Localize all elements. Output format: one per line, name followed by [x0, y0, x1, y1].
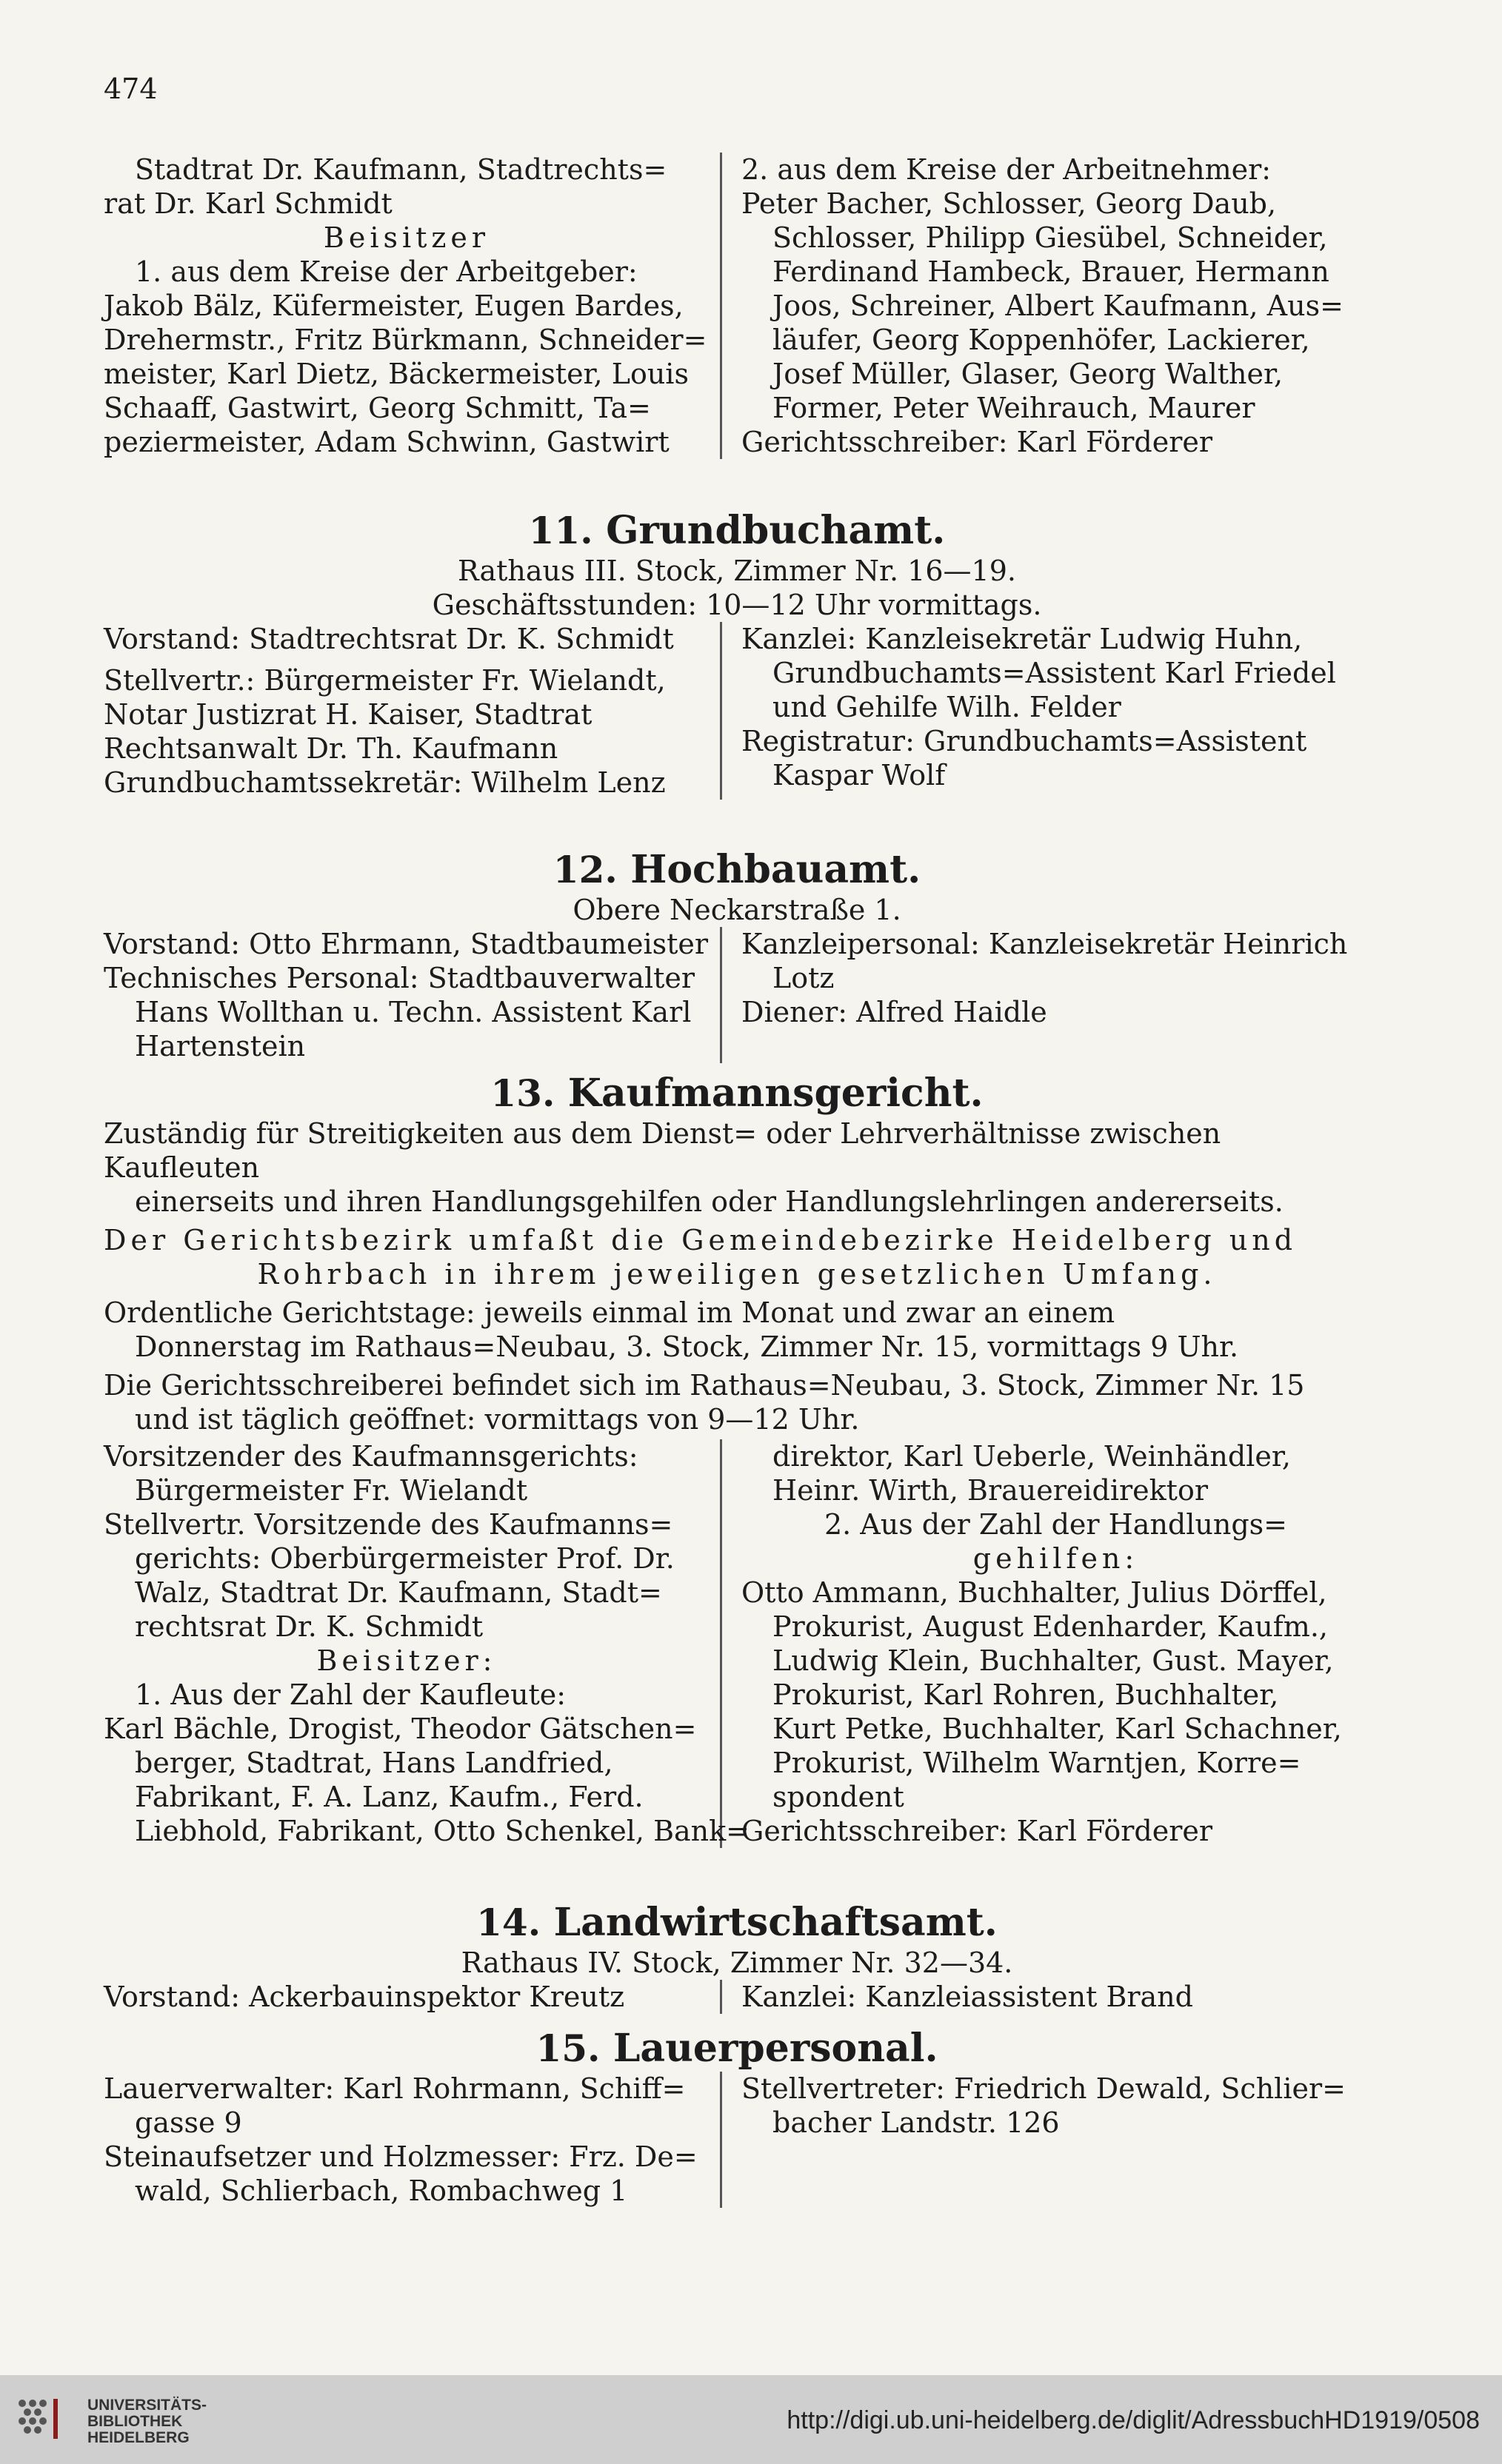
- text-line: Karl Bächle, Drogist, Theodor Gätschen=: [104, 1713, 697, 1745]
- paragraph-line: und ist täglich geöffnet: vormittags von 9—12 Uhr.: [135, 1403, 860, 1436]
- subheading: Beisitzer:: [316, 1644, 497, 1677]
- text-line: Gerichtsschreiber: Karl Förderer: [741, 1815, 1213, 1847]
- subheading: 2. Aus der Zahl der Handlungs=: [824, 1508, 1288, 1541]
- text-line: wald, Schlierbach, Rombachweg 1: [135, 2175, 628, 2207]
- text-line: Prokurist, Wilhelm Warntjen, Korre=: [772, 1747, 1301, 1779]
- paragraph-line: Die Gerichtsschreiberei befindet sich im Rathaus=Neubau, 3. Stock, Zimmer Nr. 15: [104, 1369, 1305, 1402]
- section-heading: [104, 2026, 1370, 2072]
- text-line: berger, Stadtrat, Hans Landfried,: [135, 1747, 613, 1779]
- s13-left-column: [104, 1439, 750, 1848]
- section-title: Kaufmannsgericht.: [567, 1071, 984, 1116]
- text-line: Steinaufsetzer und Holzmesser: Frz. De=: [104, 2140, 698, 2173]
- text-line: Technisches Personal: Stadtbauverwalter: [104, 962, 695, 994]
- section-title: Landwirtschaftsamt.: [553, 1900, 998, 1945]
- text-line: Hans Wollthan u. Techn. Assistent Karl: [135, 996, 692, 1028]
- text-line: Liebhold, Fabrikant, Otto Schenkel, Bank=: [135, 1815, 750, 1847]
- s15-right-column: [722, 2072, 1370, 2208]
- text-line: Stellvertreter: Friedrich Dewald, Schlier=: [741, 2072, 1346, 2105]
- text-line: Joos, Schreiner, Albert Kaufmann, Aus=: [772, 289, 1344, 322]
- text-line: Walz, Stadtrat Dr. Kaufmann, Stadt=: [135, 1576, 662, 1609]
- section-heading: [104, 508, 1370, 554]
- text-line: Kanzleipersonal: Kanzleisekretär Heinrich: [741, 928, 1348, 960]
- text-line: Stellvertr. Vorsitzende des Kaufmanns=: [104, 1508, 673, 1541]
- section-number: 11.: [528, 509, 593, 552]
- text-line: Former, Peter Weihrauch, Maurer: [772, 392, 1255, 424]
- text-line: Notar Justizrat H. Kaiser, Stadtrat: [104, 698, 593, 731]
- section-title: Grundbuchamt.: [606, 508, 946, 553]
- text-line: Drehermstr., Fritz Bürkmann, Schneider=: [104, 324, 707, 356]
- s14-right-column: [722, 1980, 1370, 2014]
- section-title: Hochbauamt.: [630, 847, 921, 892]
- section-address: Obere Neckarstraße 1.: [573, 894, 901, 926]
- text-line: bacher Landstr. 126: [772, 2106, 1060, 2139]
- library-name: [87, 2397, 207, 2446]
- text-line: Vorstand: Ackerbauinspektor Kreutz: [104, 1981, 625, 2013]
- library-name-line: UNIVERSITÄTS-: [87, 2397, 207, 2414]
- text-line: läufer, Georg Koppenhöfer, Lackierer,: [772, 324, 1310, 356]
- s11-right-column: [722, 622, 1370, 800]
- subheading: 1. aus dem Kreise der Arbeitgeber:: [135, 255, 638, 288]
- text-line: Heinr. Wirth, Brauereidirektor: [772, 1474, 1208, 1507]
- text-line: rat Dr. Karl Schmidt: [104, 187, 393, 220]
- paragraph: [104, 1368, 1370, 1436]
- text-line: Stadtrat Dr. Kaufmann, Stadtrechts=: [135, 153, 667, 186]
- section-heading: [104, 847, 1370, 893]
- subheading: gehilfen:: [972, 1542, 1139, 1575]
- text-line: direktor, Karl Ueberle, Weinhändler,: [772, 1440, 1291, 1473]
- text-line: Grundbuchamts=Assistent Karl Friedel: [772, 657, 1336, 689]
- text-line: Kurt Petke, Buchhalter, Karl Schachner,: [772, 1713, 1342, 1745]
- text-line: Kanzlei: Kanzleiassistent Brand: [741, 1981, 1193, 2013]
- text-line: Diener: Alfred Haidle: [741, 996, 1047, 1028]
- paragraph-line: Zuständig für Streitigkeiten aus dem Dienst= oder Lehrverhältnisse zwischen Kaufleuten: [104, 1117, 1221, 1184]
- section-number: 13.: [490, 1071, 555, 1115]
- s12-right-column: [722, 927, 1370, 1063]
- text-line: Otto Ammann, Buchhalter, Julius Dörffel,: [741, 1576, 1327, 1609]
- paragraph-line: Ordentliche Gerichtstage: jeweils einmal im Monat und zwar an einem: [104, 1296, 1115, 1329]
- text-line: Ludwig Klein, Buchhalter, Gust. Mayer,: [772, 1644, 1334, 1677]
- top-continuation: [104, 153, 1370, 459]
- text-line: Grundbuchamtssekretär: Wilhelm Lenz: [104, 766, 666, 799]
- text-line: Rechtsanwalt Dr. Th. Kaufmann: [104, 732, 558, 765]
- text-line: Vorstand: Stadtrechtsrat Dr. K. Schmidt: [104, 623, 674, 655]
- subheading: 1. Aus der Zahl der Kaufleute:: [135, 1678, 567, 1711]
- s11-left-column: [104, 622, 722, 800]
- paragraph: [104, 1116, 1370, 1219]
- text-line: Stellvertr.: Bürgermeister Fr. Wielandt,: [104, 664, 666, 697]
- section-address: Rathaus IV. Stock, Zimmer Nr. 32—34.: [461, 1946, 1013, 1979]
- text-line: Ferdinand Hambeck, Brauer, Hermann: [772, 255, 1329, 288]
- text-line: Lauerverwalter: Karl Rohrmann, Schiff=: [104, 2072, 686, 2105]
- text-line: Gerichtsschreiber: Karl Förderer: [741, 426, 1213, 458]
- text-line: Peter Bacher, Schlosser, Georg Daub,: [741, 187, 1277, 220]
- section-landwirtschaftsamt: [104, 1900, 1370, 2014]
- text-line: gerichts: Oberbürgermeister Prof. Dr.: [135, 1542, 675, 1575]
- section-heading: [104, 1071, 1370, 1116]
- paragraph-line: Donnerstag im Rathaus=Neubau, 3. Stock, Zimmer Nr. 15, vormittags 9 Uhr.: [135, 1330, 1239, 1363]
- text-line: Registratur: Grundbuchamts=Assistent: [741, 725, 1307, 757]
- subheading: 2. aus dem Kreise der Arbeitnehmer:: [741, 153, 1272, 186]
- text-line: Jakob Bälz, Küfermeister, Eugen Bardes,: [104, 289, 684, 322]
- section-hours: Geschäftsstunden: 10—12 Uhr vormittags.: [432, 589, 1042, 621]
- section-kaufmannsgericht: [104, 1071, 1370, 1848]
- subheading: Beisitzer: [323, 221, 490, 254]
- text-line: spondent: [772, 1781, 904, 1813]
- text-line: meister, Karl Dietz, Bäckermeister, Louis: [104, 358, 689, 390]
- page-number: 474: [104, 73, 158, 105]
- library-name-line: BIBLIOTHEK: [87, 2413, 183, 2430]
- text-line: Fabrikant, F. A. Lanz, Kaufm., Ferd.: [135, 1781, 644, 1813]
- text-line: Schaaff, Gastwirt, Georg Schmitt, Ta=: [104, 392, 651, 424]
- library-name-line: HEIDELBERG: [87, 2429, 190, 2446]
- text-line: Josef Müller, Glaser, Georg Walther,: [772, 358, 1284, 390]
- top-left-column: [104, 153, 722, 459]
- source-url-link[interactable]: http://digi.ub.uni-heidelberg.de/diglit/AdressbuchHD1919/0508: [787, 2406, 1480, 2434]
- top-right-column: [722, 153, 1370, 459]
- section-number: 15.: [535, 2026, 601, 2070]
- paragraph-line: einerseits und ihren Handlungsgehilfen oder Handlungslehrlingen andererseits.: [135, 1185, 1284, 1218]
- section-address: Rathaus III. Stock, Zimmer Nr. 16—19.: [458, 555, 1016, 587]
- text-line: Schlosser, Philipp Giesübel, Schneider,: [772, 221, 1328, 254]
- text-line: Bürgermeister Fr. Wielandt: [135, 1474, 528, 1507]
- footer-bar: [0, 2375, 1502, 2464]
- section-title: Lauerpersonal.: [613, 2026, 938, 2071]
- text-line: Vorstand: Otto Ehrmann, Stadtbaumeister: [104, 928, 709, 960]
- text-line: Hartenstein: [135, 1030, 306, 1062]
- text-line: Prokurist, Karl Rohren, Buchhalter,: [772, 1678, 1279, 1711]
- text-line: Kanzlei: Kanzleisekretär Ludwig Huhn,: [741, 623, 1303, 655]
- section-number: 12.: [553, 848, 618, 891]
- section-lauerpersonal: [104, 2026, 1370, 2208]
- paragraph: [104, 1296, 1370, 1364]
- s15-left-column: [104, 2072, 722, 2208]
- text-line: und Gehilfe Wilh. Felder: [772, 691, 1121, 723]
- text-line: Lotz: [772, 962, 835, 994]
- section-heading: [104, 1900, 1370, 1946]
- section-number: 14.: [476, 1901, 541, 1944]
- s13-right-column: [722, 1439, 1370, 1848]
- section-grundbuchamt: [104, 508, 1370, 800]
- text-line: gasse 9: [135, 2106, 242, 2139]
- text-line: Vorsitzender des Kaufmannsgerichts:: [104, 1440, 638, 1473]
- section-hochbauamt: [104, 847, 1370, 1063]
- text-line: Kaspar Wolf: [772, 759, 946, 791]
- text-line: peziermeister, Adam Schwinn, Gastwirt: [104, 426, 670, 458]
- paragraph-line: Der Gerichtsbezirk umfaßt die Gemeindebezirke Heidelberg und: [104, 1224, 1298, 1256]
- library-logo-icon: [15, 2396, 79, 2442]
- s14-left-column: [104, 1980, 722, 2014]
- text-line: Prokurist, August Edenharder, Kaufm.,: [772, 1610, 1328, 1643]
- paragraph: [104, 1223, 1370, 1291]
- text-line: rechtsrat Dr. K. Schmidt: [135, 1610, 484, 1643]
- paragraph-line: Rohrbach in ihrem jeweiligen gesetzlichen Umfang.: [257, 1258, 1217, 1290]
- s12-left-column: [104, 927, 722, 1063]
